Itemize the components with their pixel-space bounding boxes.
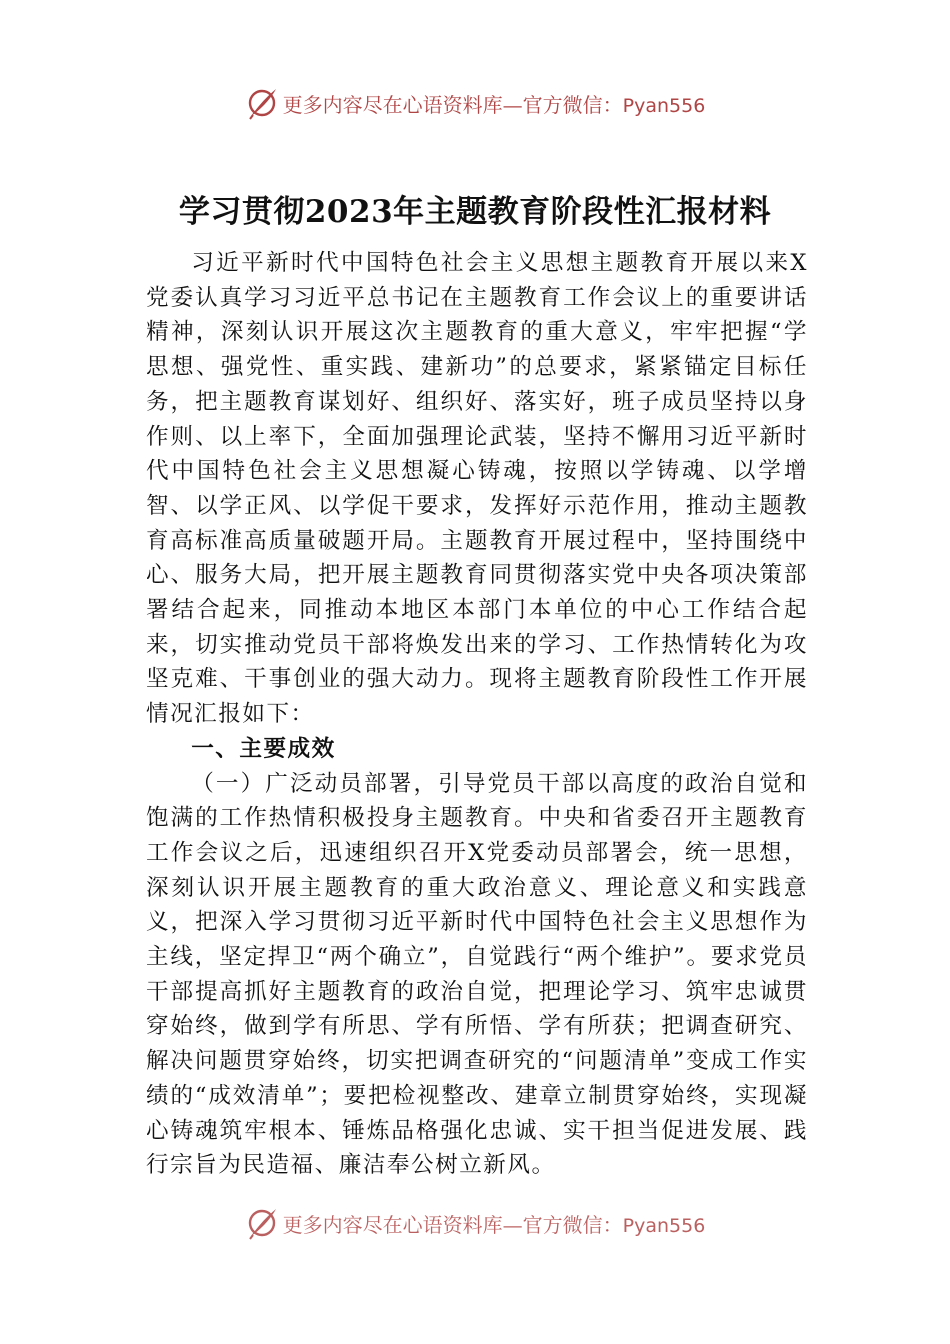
footer-watermark: [0, 1206, 950, 1240]
quill-logo-icon: [245, 86, 279, 120]
section-paragraph: （一）广泛动员部署，引导党员干部以高度的政治自觉和饱满的工作热情积极投身主题教育。中央和省委召开主题教育工作会议之后，迅速组织召开X党委动员部署会，统一思想，深刻认识开展主题教育的重大政治意义、理论意义和实践意义，把深入学习贯彻习近平新时代中国特色社会主义思想作为主线，坚定捍卫“两个确立”，自觉践行“两个维护”。要求党员干部提高抓好主题教育的政治自觉，把理论学习、筑牢忠诚贯穿始终，做到学有所思、学有所悟、学有所获；把调查研究、解决问题贯穿始终，切实把调查研究的“问题清单”变成工作实绩的“成效清单”；要把检视整改、建章立制贯穿始终，实现凝心铸魂筑牢根本、锤炼品格强化忠诚、实干担当促进发展、践行宗旨为民造福、廉洁奉公树立新风。: [146, 770, 808, 1179]
quill-logo-icon: [245, 1206, 279, 1240]
watermark-text: 更多内容尽在心语资料库—官方微信：Pyan556: [282, 92, 706, 117]
watermark-text: 更多内容尽在心语资料库—官方微信：Pyan556: [282, 1212, 706, 1237]
document-title: 学习贯彻2023年主题教育阶段性汇报材料: [178, 194, 772, 230]
document-body: [146, 246, 808, 1183]
section-heading: 一、主要成效: [191, 735, 336, 762]
header-watermark: [0, 86, 950, 120]
intro-paragraph: 习近平新时代中国特色社会主义思想主题教育开展以来X党委认真学习习近平总书记在主题教育工作会议上的重要讲话精神，深刻认识开展这次主题教育的重大意义，牢牢把握“学思想、强党性、重实践、建新功”的总要求，紧紧锚定目标任务，把主题教育谋划好、组织好、落实好，班子成员坚持以身作则、以上率下，全面加强理论武装，坚持不懈用习近平新时代中国特色社会主义思想凝心铸魂，按照以学铸魂、以学增智、以学正风、以学促干要求，发挥好示范作用，推动主题教育高标准高质量破题开局。主题教育开展过程中，坚持围绕中心、服务大局，把开展主题教育同贯彻落实党中央各项决策部署结合起来，同推动本地区本部门本单位的中心工作结合起来，切实推动党员干部将焕发出来的学习、工作热情转化为攻坚克难、干事创业的强大动力。现将主题教育阶段性工作开展情况汇报如下：: [146, 250, 808, 728]
